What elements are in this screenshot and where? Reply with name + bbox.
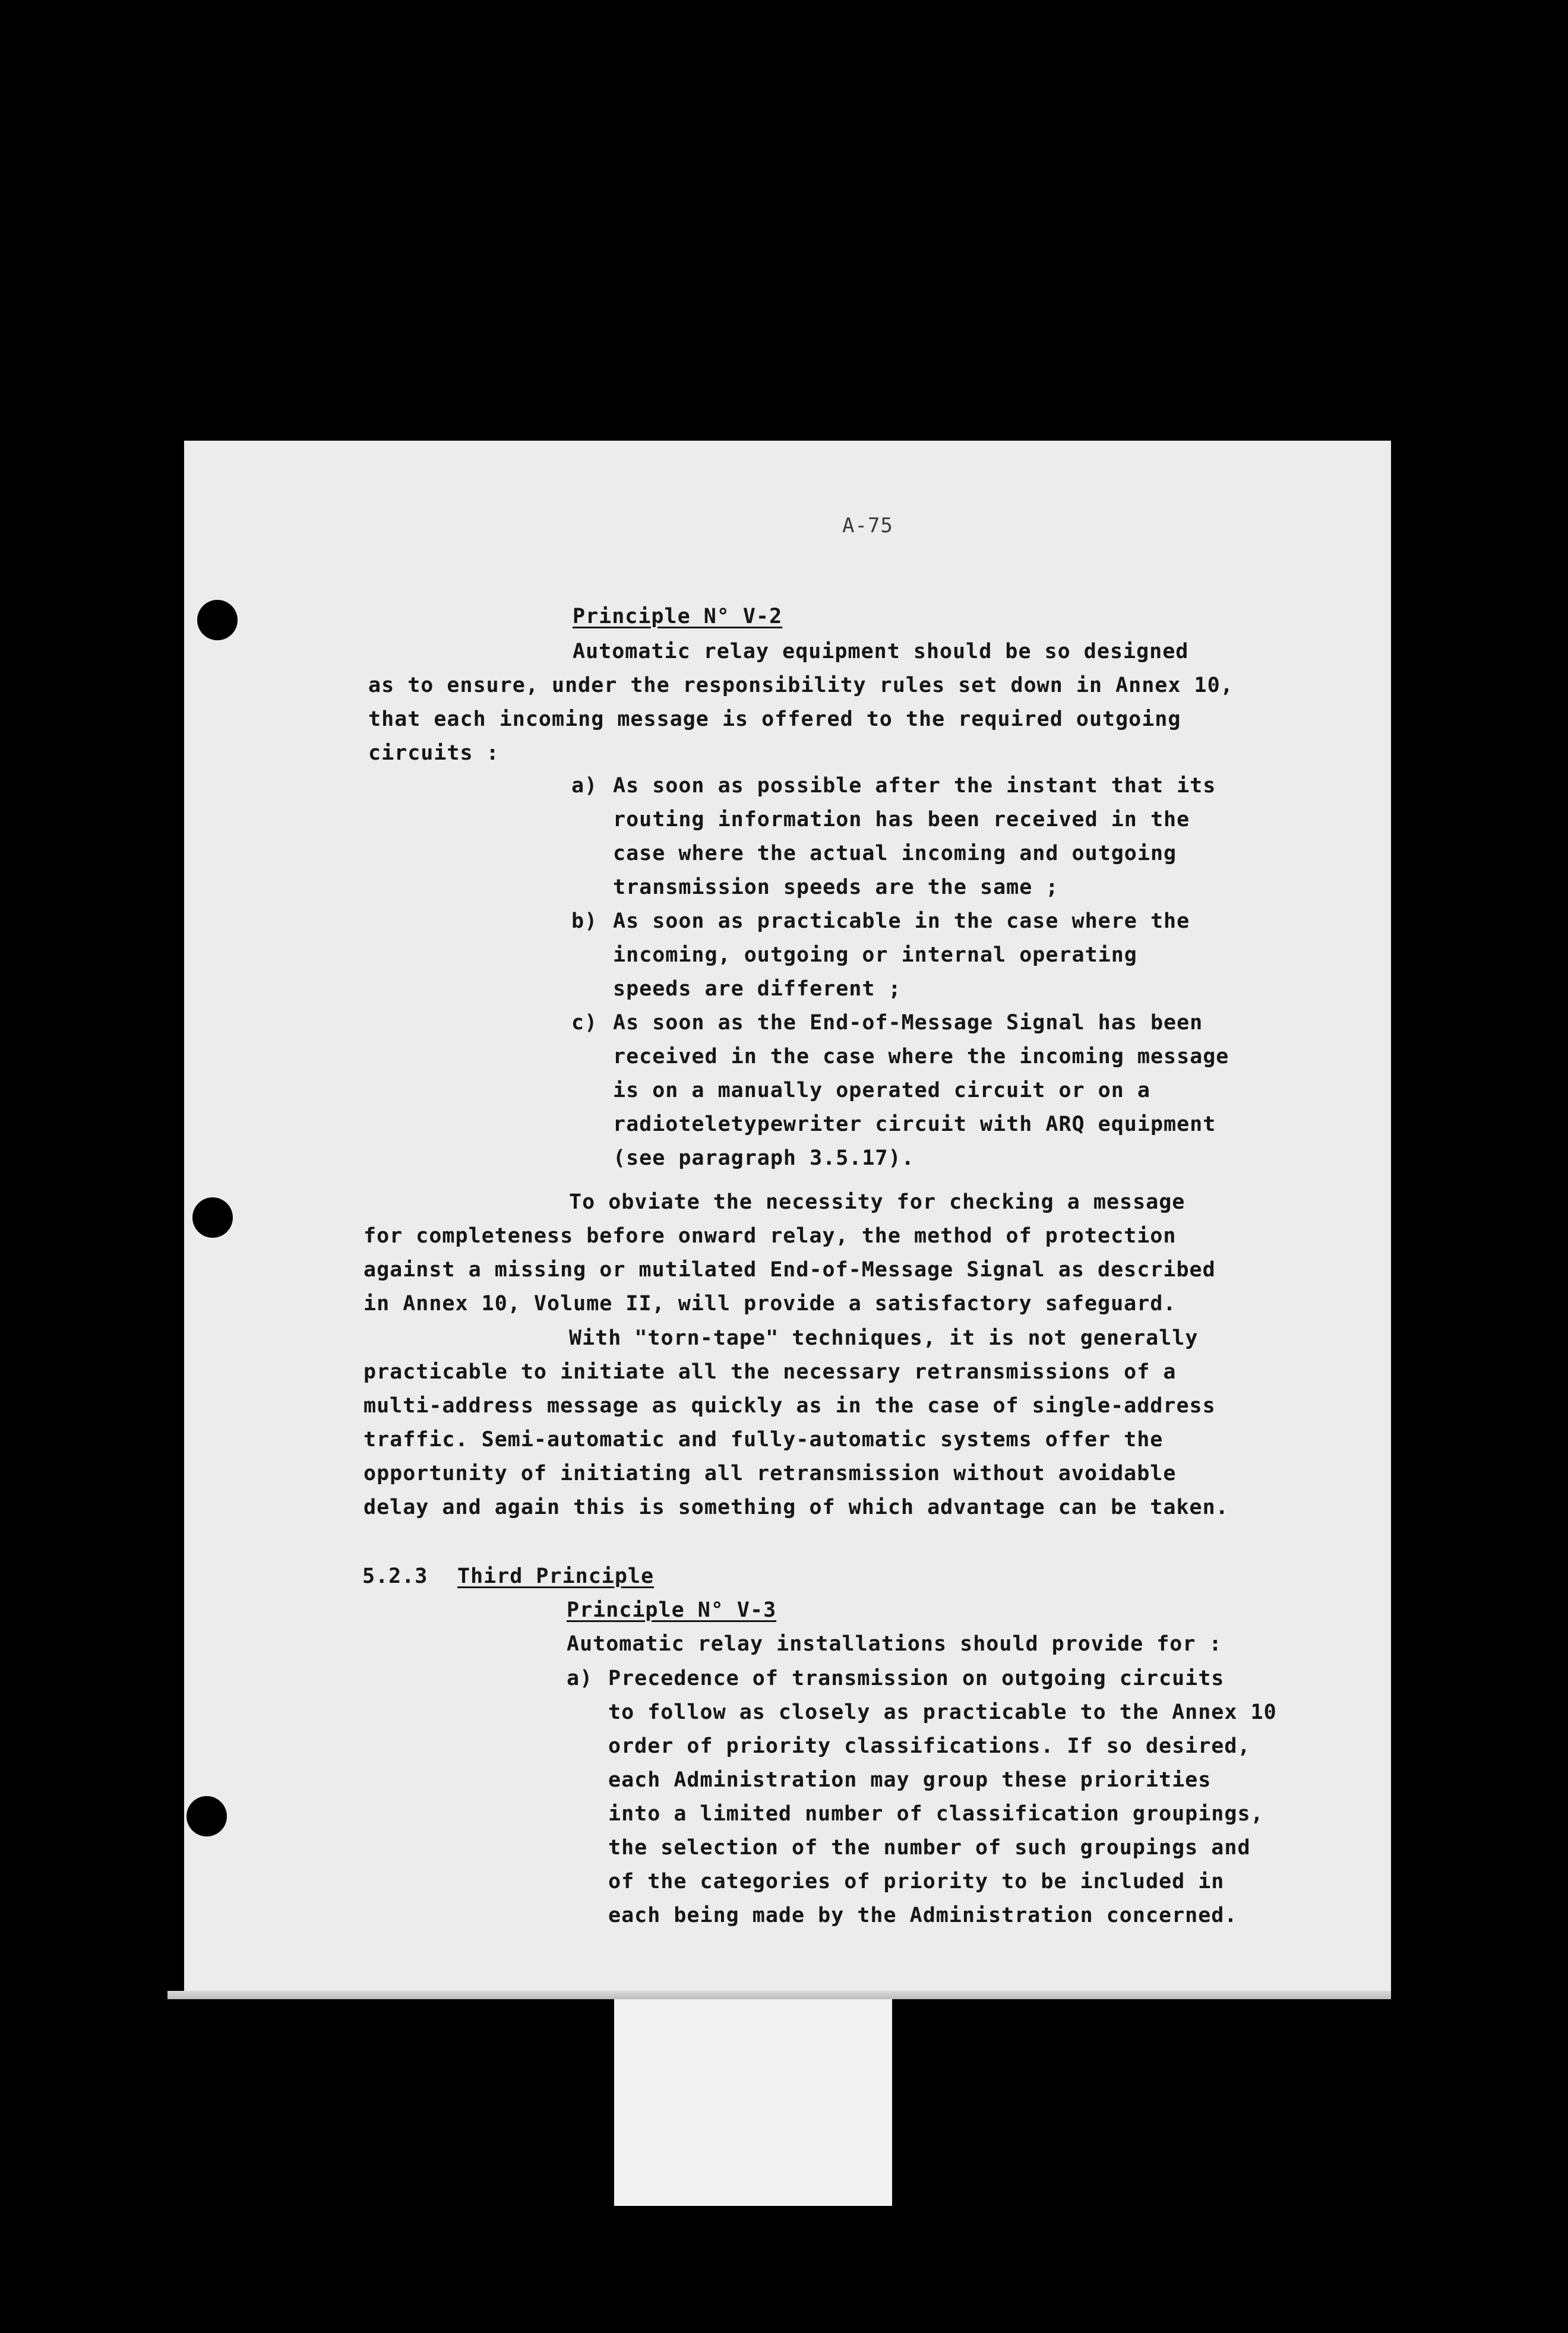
item-line: radioteletypewriter circuit with ARQ equipment xyxy=(613,1112,1216,1136)
item-line: into a limited number of classification groupings, xyxy=(608,1802,1264,1826)
intro-line: as to ensure, under the responsibility rules set down in Annex 10, xyxy=(368,674,1234,697)
item-line: is on a manually operated circuit or on a xyxy=(613,1079,1150,1102)
intro-line: circuits : xyxy=(368,741,500,765)
item-line: As soon as practicable in the case where the xyxy=(613,909,1190,933)
section-number: 5.2.3 xyxy=(362,1564,428,1588)
item-marker: a) xyxy=(567,1667,593,1690)
item-line: Precedence of transmission on outgoing circuits xyxy=(608,1667,1225,1690)
item-line: As soon as the End-of-Message Signal has been xyxy=(613,1011,1203,1035)
intro-line: Automatic relay equipment should be so designed xyxy=(573,640,1189,663)
paragraph-line: for completeness before onward relay, the method of protection xyxy=(363,1224,1177,1248)
principle-v2-heading: Principle N° V-2 xyxy=(573,605,783,628)
intro-line: that each incoming message is offered to the required outgoing xyxy=(368,707,1181,731)
punch-hole xyxy=(197,600,238,640)
page-number: A-75 xyxy=(842,514,893,538)
item-line: received in the case where the incoming message xyxy=(613,1045,1229,1068)
item-line: case where the actual incoming and outgoing xyxy=(613,842,1177,865)
paragraph-line: practicable to initiate all the necessary retransmissions of a xyxy=(363,1360,1177,1384)
item-line: (see paragraph 3.5.17). xyxy=(613,1146,915,1170)
paragraph-line: against a missing or mutilated End-of-Message Signal as described xyxy=(363,1258,1216,1282)
item-line: each Administration may group these priorities xyxy=(608,1768,1212,1792)
item-line: transmission speeds are the same ; xyxy=(613,875,1059,899)
paragraph-line: traffic. Semi-automatic and fully-automatic systems offer the xyxy=(363,1428,1164,1452)
item-line: each being made by the Administration concerned. xyxy=(608,1904,1238,1927)
item-line: As soon as possible after the instant that its xyxy=(613,774,1216,798)
paragraph-line: in Annex 10, Volume II, will provide a satisfactory safeguard. xyxy=(363,1292,1177,1316)
item-line: routing information has been received in the xyxy=(613,808,1190,832)
item-marker: b) xyxy=(571,909,598,933)
item-marker: a) xyxy=(571,774,598,798)
punch-hole xyxy=(192,1197,233,1238)
item-line: speeds are different ; xyxy=(613,977,902,1001)
paragraph-line: With "torn-tape" techniques, it is not generally xyxy=(569,1326,1199,1350)
item-line: incoming, outgoing or internal operating xyxy=(613,943,1137,967)
section-title: Third Principle xyxy=(457,1564,655,1588)
item-marker: c) xyxy=(571,1011,598,1035)
item-line: of the categories of priority to be included in xyxy=(608,1870,1225,1893)
paragraph-line: To obviate the necessity for checking a message xyxy=(569,1190,1186,1214)
punch-hole xyxy=(186,1796,227,1836)
principle-v3-heading: Principle N° V-3 xyxy=(567,1598,777,1622)
item-line: to follow as closely as practicable to the Annex 10 xyxy=(608,1700,1277,1724)
paragraph-line: multi-address message as quickly as in the case of single-address xyxy=(363,1394,1216,1418)
paper-tab xyxy=(614,1999,892,2206)
paragraph-line: opportunity of initiating all retransmission without avoidable xyxy=(363,1462,1177,1485)
item-line: order of priority classifications. If so desired, xyxy=(608,1734,1251,1758)
paragraph-line: delay and again this is something of which advantage can be taken. xyxy=(363,1496,1229,1519)
item-line: the selection of the number of such groupings and xyxy=(608,1836,1251,1860)
v3-intro: Automatic relay installations should provide for : xyxy=(567,1632,1222,1656)
